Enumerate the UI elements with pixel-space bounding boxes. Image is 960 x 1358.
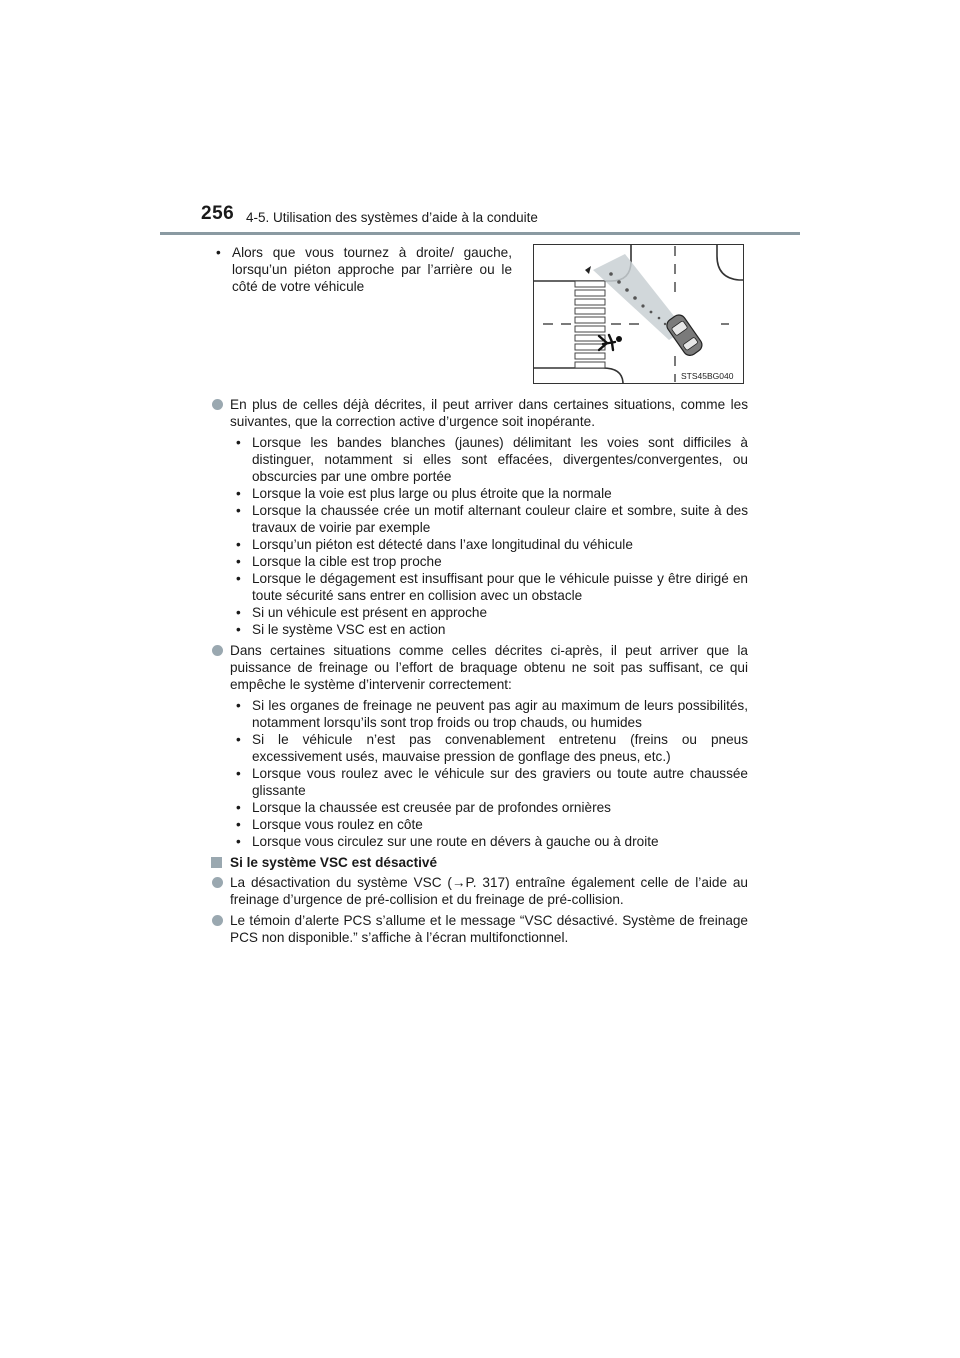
sub-bullet: • bbox=[236, 605, 241, 620]
intro-row bbox=[210, 244, 748, 388]
list-item: • Lorsque les bandes blanches (jaunes) délimitant les voies sont difficiles à distinguer, notamment si elles sont effacées, divergentes/convergentes, ou obscurcies par une ombre portée bbox=[236, 435, 748, 484]
section-square-icon bbox=[211, 857, 222, 868]
vsc-heading-text: Si le système VSC est désactivé bbox=[230, 855, 438, 870]
section-title: 4-5. Utilisation des systèmes d’aide à la conduite bbox=[246, 210, 538, 225]
sub-bullet: • bbox=[236, 698, 241, 713]
block2-text: Dans certaines situations comme celles décrites ci-après, il peut arriver que la puissance de freinage ou l’effort de braquage obtenu ne soit pas suffisant, ce qui empêche le système d’intervenir correctement: bbox=[230, 643, 748, 692]
block1-text: En plus de celles déjà décrites, il peut arriver dans certaines situations, comme les suivantes, que la correction active d’urgence soit inopérante. bbox=[230, 397, 748, 429]
vsc-point-text: Le témoin d’alerte PCS s’allume et le message “VSC désactivé. Système de freinage PCS non disponible.” s’affiche à l’écran multifonctionnel. bbox=[230, 913, 748, 945]
list-item: • Lorsque la cible est trop proche bbox=[236, 554, 442, 569]
header-rule bbox=[160, 232, 800, 235]
block2-list bbox=[230, 697, 748, 850]
sub-bullet: • bbox=[236, 766, 241, 781]
list-item: • Lorsque vous roulez en côte bbox=[236, 817, 423, 832]
bullet-dot-icon bbox=[212, 877, 223, 888]
block2-paragraph bbox=[210, 642, 748, 693]
sub-bullet: • bbox=[236, 435, 241, 450]
vsc-point-text: La désactivation du système VSC (→P. 317) entraîne également celle de l’aide au freinage d’urgence de pré-collision et du freinage de pré-collision. bbox=[230, 875, 748, 907]
list-item: • Si les organes de freinage ne peuvent pas agir au maximum de leurs possibilités, notamment lorsqu’ils sont trop froids ou trop chauds, ou humides bbox=[236, 698, 748, 730]
sub-bullet: • bbox=[236, 622, 241, 637]
list-item: • Si le véhicule n’est pas convenablement entretenu (freins ou pneus excessivement usés, mauvaise pression de gonflage des pneus, etc.) bbox=[236, 732, 748, 764]
block1-list bbox=[230, 434, 748, 638]
bullet-dot-icon bbox=[212, 645, 223, 656]
page-content bbox=[210, 244, 748, 950]
crosswalk-illustration bbox=[533, 244, 744, 384]
sub-bullet: • bbox=[236, 503, 241, 518]
sub-bullet: • bbox=[236, 817, 241, 832]
list-item: • Si le système VSC est en action bbox=[236, 622, 446, 637]
list-item: • Lorsque la chaussée est creusée par de profondes ornières bbox=[236, 800, 611, 815]
list-item: • Lorsque la voie est plus large ou plus étroite que la normale bbox=[236, 486, 612, 501]
intro-item-text: Alors que vous tournez à droite/ gauche, lorsqu’un piéton approche par l’arrière ou le côté de votre véhicule bbox=[232, 245, 512, 294]
list-item: • Lorsque le dégagement est insuffisant pour que le véhicule puisse y être dirigé en toute sécurité sans entrer en collision avec un obstacle bbox=[236, 571, 748, 603]
sub-bullet: • bbox=[236, 800, 241, 815]
list-item: • Lorsque vous circulez sur une route en dévers à gauche ou à droite bbox=[236, 834, 659, 849]
vsc-point bbox=[210, 912, 748, 946]
sub-bullet: • bbox=[236, 571, 241, 586]
figure-code: STS45BG040 bbox=[681, 371, 734, 381]
vsc-point bbox=[210, 874, 748, 908]
sub-bullet: • bbox=[216, 245, 221, 260]
page-number: 256 bbox=[201, 203, 235, 224]
sub-bullet: • bbox=[236, 537, 241, 552]
bullet-dot-icon bbox=[212, 915, 223, 926]
list-item: • Lorsque la chaussée crée un motif alternant couleur claire et sombre, suite à des travaux de voirie par exemple bbox=[236, 503, 748, 535]
vsc-heading bbox=[210, 854, 748, 871]
bullet-dot-icon bbox=[212, 399, 223, 410]
list-item: • Si un véhicule est présent en approche bbox=[236, 605, 488, 620]
intro-item bbox=[210, 244, 512, 295]
block1-paragraph bbox=[210, 396, 748, 430]
crosswalk-illustration-svg bbox=[533, 244, 744, 384]
sub-bullet: • bbox=[236, 732, 241, 747]
sub-bullet: • bbox=[236, 834, 241, 849]
sub-bullet: • bbox=[236, 554, 241, 569]
sub-bullet: • bbox=[236, 486, 241, 501]
list-item: • Lorsque vous roulez avec le véhicule sur des graviers ou toute autre chaussée glissante bbox=[236, 766, 748, 798]
list-item: • Lorsqu’un piéton est détecté dans l’axe longitudinal du véhicule bbox=[236, 537, 633, 552]
